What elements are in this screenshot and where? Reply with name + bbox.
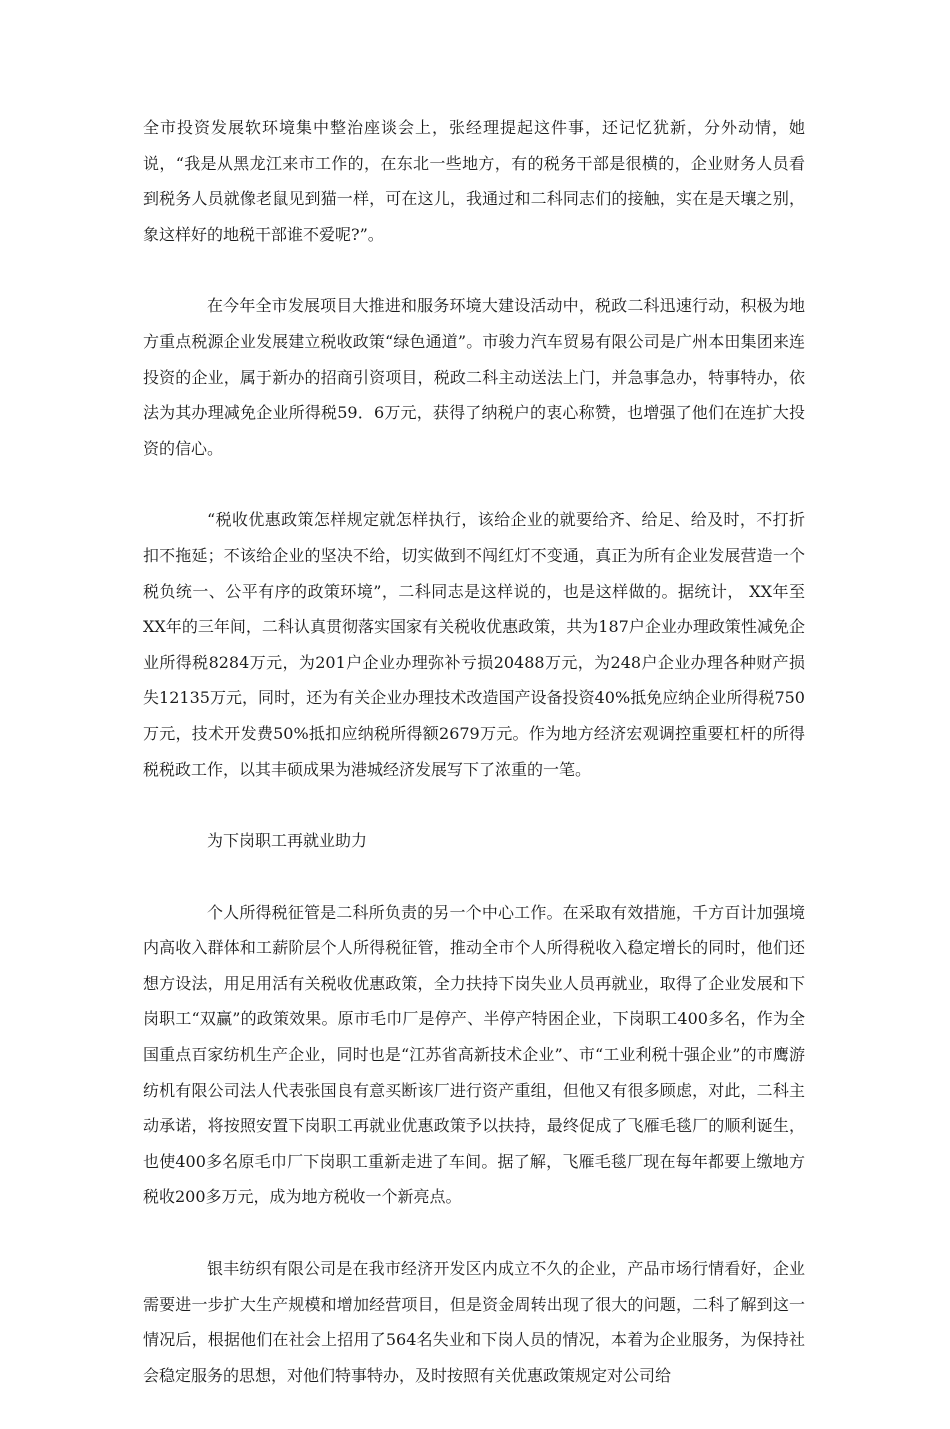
document-body bbox=[143, 110, 805, 1429]
paragraph-4: 个人所得税征管是二科所负责的另一个中心工作。在采取有效措施，千方百计加强境内高收入群体和工薪阶层个人所得税征管，推动全市个人所得税收入稳定增长的同时，他们还想方设法，用足用活有关税收优惠政策，全力扶持下岗失业人员再就业，取得了企业发展和下岗职工“双赢”的政策效果。原市毛巾厂是停产、半停产特困企业，下岗职工400多名，作为全国重点百家纺机生产企业，同时也是“江苏省高新技术企业”、市“工业利税十强企业”的市鹰游纺机有限公司法人代表张国良有意买断该厂进行资产重组，但他又有很多顾虑，对此，二科主动承诺，将按照安置下岗职工再就业优惠政策予以扶持，最终促成了飞雁毛毯厂的顺利诞生，也使400多名原毛巾厂下岗职工重新走进了车间。据了解，飞雁毛毯厂现在每年都要上缴地方税收200多万元，成为地方税收一个新亮点。 bbox=[143, 902, 805, 1207]
paragraph-2: 在今年全市发展项目大推进和服务环境大建设活动中，税政二科迅速行动，积极为地方重点税源企业发展建立税收政策“绿色通道”。市骏力汽车贸易有限公司是广州本田集团来连投资的企业，属于新办的招商引资项目，税政二科主动送法上门，并急事急办，特事特办，依法为其办理减免企业所得税59．6万元，获得了纳税户的衷心称赞，也增强了他们在连扩大投资的信心。 bbox=[143, 296, 805, 458]
paragraph-1: 全市投资发展软环境集中整治座谈会上，张经理提起这件事，还记忆犹新，分外动情，她说，“我是从黑龙江来市工作的，在东北一些地方，有的税务干部是很横的，企业财务人员看到税务人员就像老鼠见到猫一样，可在这儿，我通过和二科同志们的接触，实在是天壤之别，象这样好的地税干部谁不爱呢?”。 bbox=[143, 118, 805, 244]
paragraph-3: “税收优惠政策怎样规定就怎样执行，该给企业的就要给齐、给足、给及时，不打折扣不拖延；不该给企业的坚决不给，切实做到不闯红灯不变通，真正为所有企业发展营造一个税负统一、公平有序的政策环境”，二科同志是这样说的，也是这样做的。据统计， XX年至XX年的三年间，二科认真贯彻落实国家有关税收优惠政策，共为187户企业办理政策性减免企业所得税8284万元，为201户企业办理弥补亏损20488万元，为248户企业办理各种财产损失12135万元，同时，还为有关企业办理技术改造国产设备投资40%抵免应纳企业所得税750万元，技术开发费50%抵扣应纳税所得额2679万元。作为地方经济宏观调控重要杠杆的所得税税政工作，以其丰硕成果为港城经济发展写下了浓重的一笔。 bbox=[143, 510, 805, 779]
paragraph-5: 银丰纺织有限公司是在我市经济开发区内成立不久的企业，产品市场行情看好，企业需要进一步扩大生产规模和增加经营项目，但是资金周转出现了很大的问题，二科了解到这一情况后，根据他们在社会上招用了564名失业和下岗人员的情况，本着为企业服务，为保持社会稳定服务的思想，对他们特事特办，及时按照有关优惠政策规定对公司给 bbox=[143, 1259, 805, 1385]
section-heading: 为下岗职工再就业助力 bbox=[207, 831, 368, 851]
